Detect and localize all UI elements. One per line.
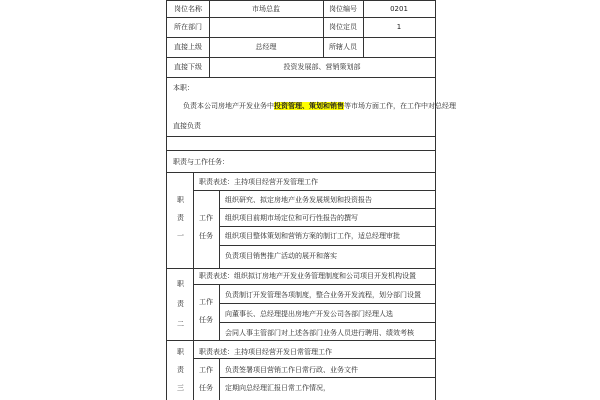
quota-value: 1	[396, 22, 402, 31]
section-1-char-2: 责	[177, 214, 184, 222]
section-2-tasks-label-2: 任务	[199, 316, 213, 324]
duty-title: 本职：	[173, 84, 194, 92]
section-2-char-3: 二	[177, 320, 184, 328]
section-1-char-3: 一	[177, 232, 184, 240]
section-3-statement: 职责表述：主持项目经营开发日常管理工作	[199, 348, 332, 356]
section-2-char-2: 责	[177, 300, 184, 308]
post-code-label: 岗位编号	[329, 4, 357, 13]
section-1-item-4: 负责项目销售推广活动的展开和落实	[225, 252, 337, 260]
section-2-char-1: 职	[177, 280, 184, 288]
section-3-item-1: 负责签署项目营销工作日常行政、业务文件	[225, 366, 358, 374]
subordinate-staff-value	[363, 38, 435, 57]
job-description-table	[166, 0, 456, 400]
section-1-item-1: 组织研究、拟定房地产业务发展规划和投资报告	[225, 196, 372, 204]
header-row-1	[167, 0, 435, 18]
section-3-tasks-label-1: 工作	[199, 366, 213, 374]
superior-label: 直接上级	[174, 43, 202, 52]
section-2-item-3: 会同人事主管部门对上述各部门业务人员进行聘用、绩效考核	[225, 329, 414, 337]
section-2-item-2: 向董事长、总经理提出房地产开发公司各部门经理人选	[225, 310, 393, 318]
section-1-char-1: 职	[177, 196, 184, 204]
section-1-item-3: 组织项目整体策划和营销方案的制订工作，适总经理审批	[225, 232, 400, 240]
tasks-title: 职责与工作任务：	[173, 158, 229, 166]
subordinate-label: 直接下级	[174, 63, 202, 72]
duty-highlight: 投资管理、策划和销售	[274, 102, 344, 110]
section-2-item-1: 负责制订开发管理各项制度，整合业务开发流程，划分部门设置	[225, 291, 421, 299]
section-3-tasks-label-2: 任务	[199, 384, 213, 392]
dept-label: 所在部门	[174, 22, 202, 31]
duty-line-1	[183, 102, 456, 110]
post-code-value: 0201	[390, 4, 408, 13]
post-name-label: 岗位名称	[174, 4, 202, 13]
dept-value	[209, 17, 323, 37]
section-1-item-2: 组织项目前期市场定位和可行性报告的撰写	[225, 214, 358, 222]
section-2-tasks-label-1: 工作	[199, 298, 213, 306]
duty-line-1-suffix: 等市场方面工作，在工作中对总经理	[344, 102, 456, 110]
section-3-char-2: 责	[177, 366, 184, 374]
header-row-4	[167, 58, 435, 78]
section-1-tasks-label-2: 任务	[199, 232, 213, 240]
section-2-statement: 职责表述：组织拟订房地产开发业务管理制度和公司项目开发机构设置	[199, 272, 416, 280]
header-row-3	[167, 38, 435, 58]
duty-line-1-prefix: 负责本公司房地产开发业务中	[183, 102, 274, 110]
section-3-item-2: 定期向总经理汇报日常工作情况，	[225, 384, 330, 392]
quota-label: 岗位定员	[329, 22, 357, 31]
header-row-2	[167, 17, 435, 38]
subordinate-staff-label: 所辖人员	[329, 43, 357, 52]
section-1-statement: 职责表述：主持项目经营开发管理工作	[199, 178, 318, 186]
section-3-char-3: 三	[177, 384, 184, 392]
section-3-char-1: 职	[177, 348, 184, 356]
superior-value: 总经理	[255, 43, 277, 52]
section-1-tasks-label-1: 工作	[199, 214, 213, 222]
post-name-value: 市场总监	[252, 4, 280, 13]
duty-line-2: 直接负责	[173, 122, 201, 130]
subordinate-value: 投资发展部、营销策划部	[283, 63, 361, 72]
